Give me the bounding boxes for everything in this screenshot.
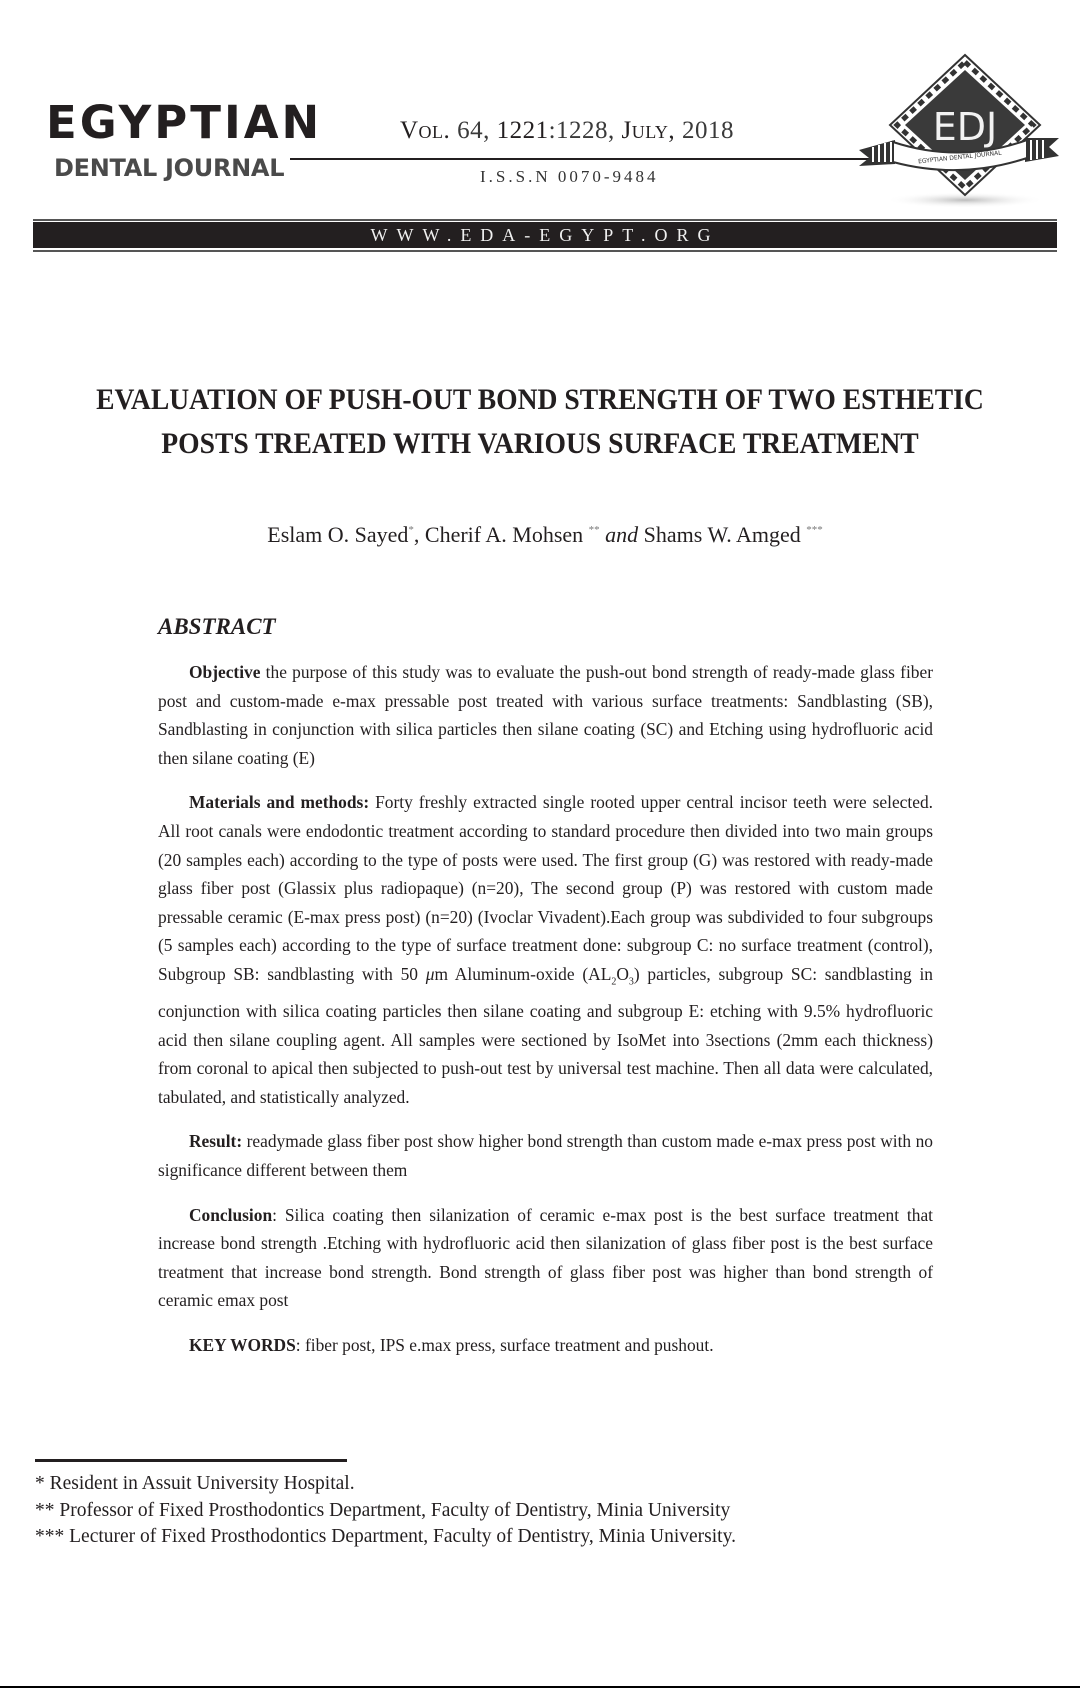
methods-text: ) particles, subgroup SC: sandblasting in conjunction with silica coating particles then silane coating and subgroup E: etching with 9.5% hydrofluoric acid then silane coupling agent. All samples were sectioned by IsoMet into 3sections (2mm each thickness) from coronal to apical then subjected to push-out test by universal test machine. Then all data were calculated, tabulated, and statistically analyzed. [158, 963, 933, 1107]
issue-year: 2018 [681, 117, 734, 144]
mu-symbol: μ [425, 963, 435, 984]
logo-ribbon-text: EGYPTIAN DENTAL JOURNAL [917, 149, 1002, 166]
title-line-2: POSTS TREATED WITH VARIOUS SURFACE TREATMENT [161, 427, 919, 460]
journal-name-dental-journal: DENTAL JOURNAL [54, 154, 285, 182]
conclusion-text: : Silica coating then silanization of ceramic e-max post is the best surface treatment that increase bond strength .Etching with hydrofluoric acid then silanization of glass fiber post is the best surface treatment that increase bond strength. Bond strength of glass fiber post was higher than bond strength of ceramic emax post [158, 1204, 933, 1311]
author-1: Eslam O. Sayed [267, 522, 409, 547]
pages-end: :1228, [548, 117, 615, 144]
footnotes [35, 1471, 736, 1551]
footnote-2: ** Professor of Fixed Prosthodontics Department, Faculty of Dentistry, Minia University [35, 1499, 731, 1521]
abstract-objective [158, 658, 933, 772]
keywords-text: : fiber post, IPS e.max press, surface treatment and pushout. [295, 1334, 714, 1355]
abstract-body [158, 658, 933, 1376]
header-divider [290, 158, 895, 160]
keywords-label: KEY WORDS [189, 1334, 296, 1355]
author-3-mark: *** [806, 524, 823, 536]
methods-label: Materials and methods: [189, 792, 370, 813]
objective-label: Objective [189, 662, 261, 682]
footnote-1: * Resident in Assuit University Hospital. [35, 1473, 355, 1494]
objective-text: the purpose of this study was to evaluate the push-out bond strength of ready-made glass fiber post and custom-made e-max pressable post treated with various surface treatments: Sandblasting (SB), Sandblasting in conjunction with silica particles then silane coating (SC) and Etching using hydrofluoric acid then silane coating (E) [158, 662, 933, 768]
article-title [80, 378, 1000, 466]
title-line-1: EVALUATION OF PUSH-OUT BOND STRENGTH OF TWO ESTHETIC [96, 383, 984, 416]
logo-text: EDJ [932, 105, 998, 149]
subscript: 3 [628, 976, 634, 988]
band-rule-bottom [33, 250, 1057, 252]
methods-text: m Aluminum-oxide (AL [434, 963, 612, 984]
abstract-keywords [158, 1331, 933, 1360]
issue-month: July, [621, 117, 676, 144]
issn-label: I.S.S.N [480, 167, 551, 186]
abstract-conclusion [158, 1201, 933, 1315]
methods-text: Forty freshly extracted single rooted upper central incisor teeth were selected. All root canals were endodontic treatment according to standard procedure then divided into two main groups (20 samples each) according to the type of posts were used. The first group (G) was restored with ready-made glass fiber post (Glassix plus radiopaque) (n=20), The second group (P) was restored with custom made pressable ceramic (E-max press post) (n=20) (Ivoclar Vivadent).Each group was subdivided to four subgroups (5 samples each) according to the type of surface treatment done: subgroup C: no surface treatment (control), Subgroup SB: sandblasting with 50 [158, 792, 933, 984]
website-band [33, 222, 1057, 248]
footnote-divider [35, 1459, 347, 1462]
issn-value: 0070-9484 [557, 167, 659, 186]
author-2-mark: ** [588, 524, 600, 536]
subscript: 2 [611, 976, 617, 988]
website-link[interactable]: WWW.EDA-EGYPT.ORG [370, 224, 720, 245]
journal-name-egyptian: EGYPTIAN [46, 96, 323, 149]
band-rule-top [33, 219, 1057, 221]
abstract-heading: ABSTRACT [158, 614, 276, 639]
result-text: readymade glass fiber post show higher bond strength than custom made e-max press post with no significance different between them [158, 1131, 933, 1180]
author-conjunction: and [605, 522, 639, 547]
author-3: Shams W. Amged [643, 522, 801, 547]
volume-number: 64, [457, 117, 490, 144]
footnote-3: *** Lecturer of Fixed Prosthodontics Department, Faculty of Dentistry, Minia University. [35, 1526, 736, 1547]
result-label: Result: [189, 1131, 243, 1152]
volume-info [400, 118, 734, 143]
methods-text: O [616, 963, 629, 984]
author-2: Cherif A. Mohsen [424, 522, 584, 547]
author-list [0, 522, 1080, 548]
author-separator: , [413, 522, 425, 547]
conclusion-label: Conclusion [189, 1204, 273, 1225]
volume-prefix: Vol. [400, 117, 451, 144]
abstract-result [158, 1127, 933, 1184]
issn [480, 168, 659, 185]
pages-start: 1221 [496, 117, 549, 144]
edj-logo-icon [855, 52, 1060, 212]
author-1-mark: * [408, 524, 414, 536]
abstract-methods [158, 788, 933, 1111]
